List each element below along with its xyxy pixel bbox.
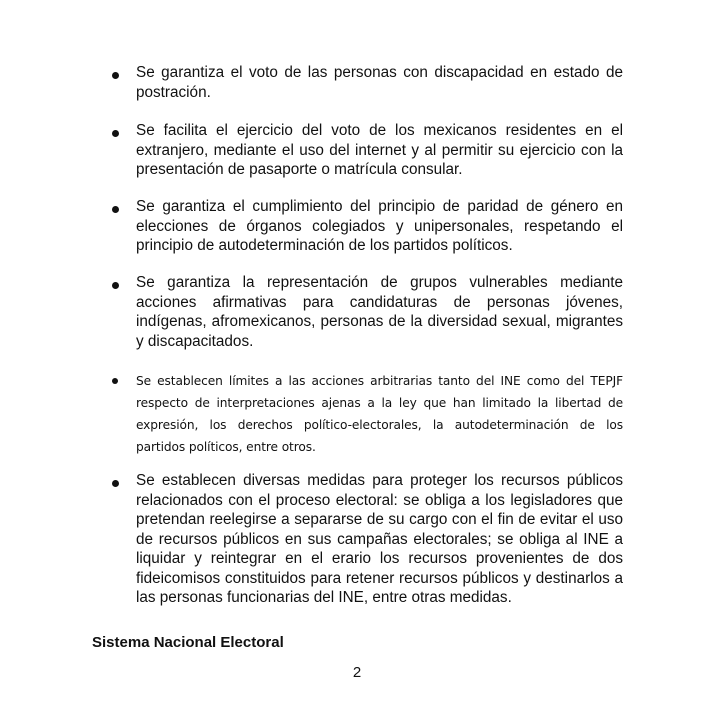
bullet-icon: [112, 72, 119, 79]
list-item-text: Se establecen diversas medidas para proteger los recursos públicos relacionados con el proceso electoral: se obliga a los legisladores que pretendan reelegirse a separarse de su cargo con el fin de evitar el uso de recursos públicos en sus campañas electorales; se obliga al INE a liquidar y reintegrar en el erario los recursos provenientes de dos fideicomisos constituidos para retener recursos públicos y destinarlos a las personas funcionarias del INE, entre otras medidas.: [136, 472, 623, 606]
bullet-icon: [112, 480, 119, 487]
bullet-icon: [112, 282, 119, 289]
list-item-text: Se garantiza el cumplimiento del principio de paridad de género en elecciones de órganos colegiados y unipersonales, respetando el principio de autodeterminación de los partidos políticos.: [136, 198, 623, 254]
list-item-text: Se establecen límites a las acciones arbitrarias tanto del INE como del TEPJF respecto de interpretaciones ajenas a la ley que han limitado la libertad de expresión, los derechos político-electorales, la autodeterminación de los partidos políticos, entre otros.: [136, 374, 623, 454]
bullet-icon: [112, 378, 118, 384]
page-number: 2: [352, 664, 362, 681]
list-item-text: Se garantiza el voto de las personas con discapacidad en estado de postración.: [136, 64, 623, 101]
list-item-text: Se facilita el ejercicio del voto de los mexicanos residentes en el extranjero, mediante el uso del internet y al permitir su ejercicio con la presentación de pasaporte o matrícula consular.: [136, 122, 623, 178]
bullet-icon: [112, 130, 119, 137]
list-item-text: Se garantiza la representación de grupos vulnerables mediante acciones afirmativas para candidaturas de personas jóvenes, indígenas, afromexicanos, personas de la diversidad sexual, migrantes y discapacitados.: [136, 274, 623, 350]
bullet-icon: [112, 206, 119, 213]
section-heading: Sistema Nacional Electoral: [92, 634, 284, 651]
